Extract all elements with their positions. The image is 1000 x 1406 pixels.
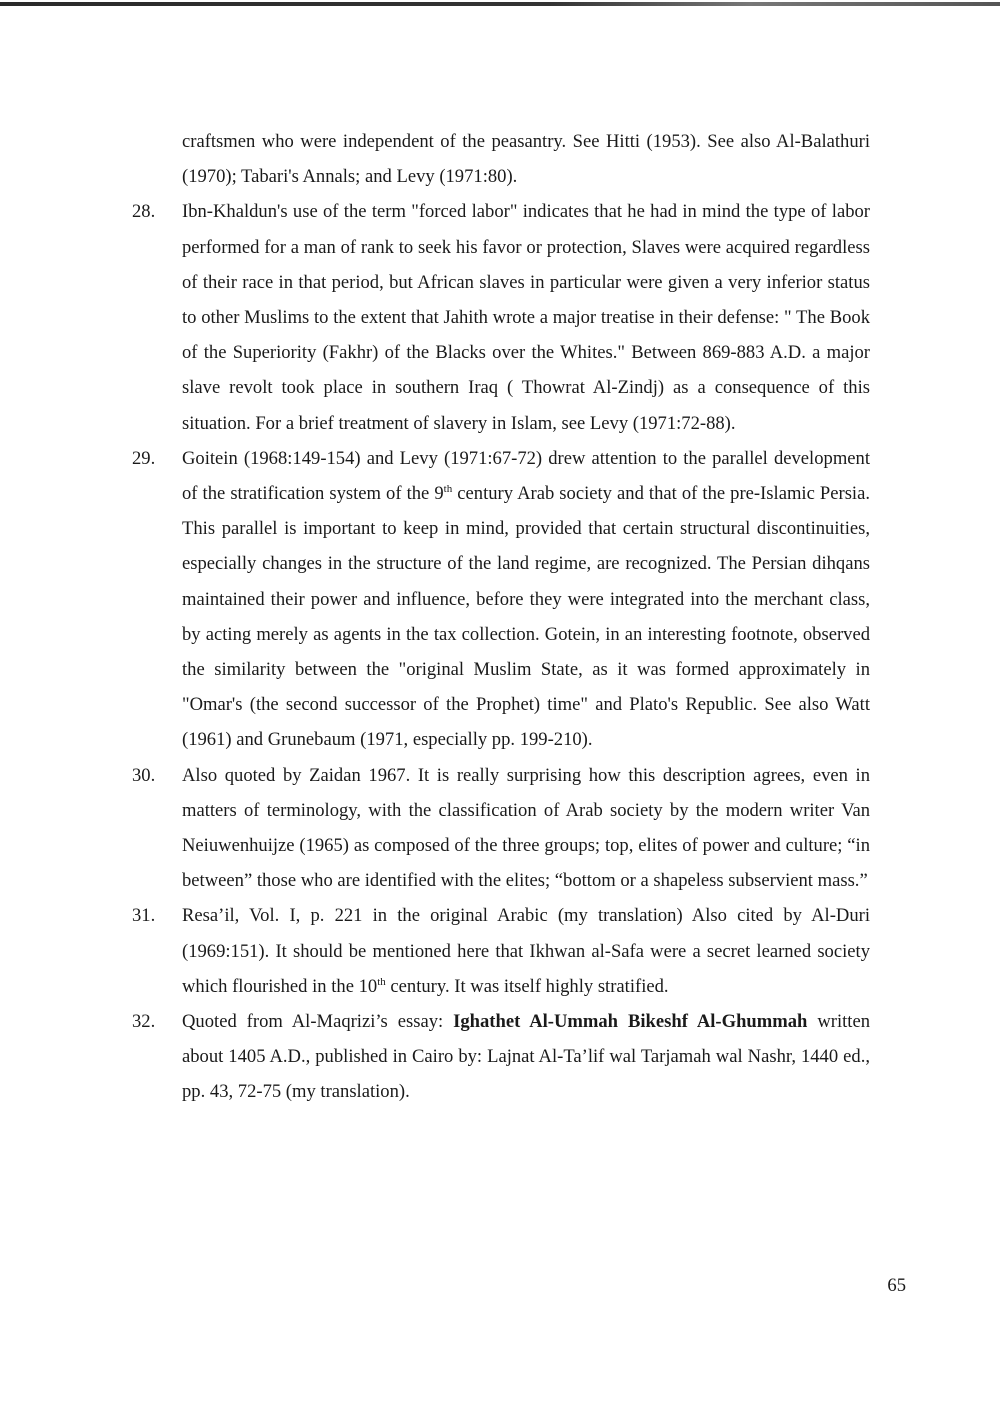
endnote-number: 28. xyxy=(132,201,156,223)
endnotes-body xyxy=(132,124,870,1110)
scan-edge-line xyxy=(0,2,1000,6)
endnote-30 xyxy=(132,758,870,899)
ordinal-superscript: th xyxy=(377,975,386,988)
endnote-number: 29. xyxy=(132,447,156,469)
endnote-text: Ibn-Khaldun's use of the term "forced labor" indicates that he had in mind the type of labor performed for a man of rank to seek his favor or protection, Slaves were acquired regardless of their race in that period, but African slaves in particular were given a very inferior status to other Muslims to the extent that Jahith wrote a major treatise in their defense: " The Book of the Superiority (Fakhr) of the Blacks over the Whites." Between 869-883 A.D. a major slave revolt took place in southern Iraq ( Thowrat Al-Zindj) as a consequence of this situation. For a brief treatment of slavery in Islam, see Levy (1971:72-88). xyxy=(182,201,870,434)
page-number: 65 xyxy=(887,1275,906,1296)
ordinal-superscript: th xyxy=(443,482,453,495)
endnote-number: 32. xyxy=(132,1011,156,1033)
essay-title: Ighathet Al-Ummah Bikeshf Al-Ghummah xyxy=(453,1011,808,1033)
endnote-text xyxy=(182,898,870,1004)
endnote-text-part: Quoted from Al-Maqrizi’s essay: xyxy=(182,1011,454,1033)
endnote-number: 30. xyxy=(132,764,156,786)
endnote-text-part: written about 1405 A.D., published in Cairo by: Lajnat Al-Ta’lif wal Tarjamah wal Nashr, 1440 ed., pp. 43, 72-75 (my translation). xyxy=(182,1011,870,1103)
endnote-31 xyxy=(132,898,870,1004)
endnote-32 xyxy=(132,1004,870,1110)
endnote-29 xyxy=(132,441,870,758)
endnote-text-part: century Arab society and that of the pre-Islamic Persia. This parallel is important to keep in mind, provided that certain structural discontinuities, especially changes in the structure of the land regime, are recognized. The Persian dihqans maintained their power and influence, before they were integrated into the merchant class, by acting merely as agents in the tax collection. Gotein, in an interesting footnote, observed the similarity between the "original Muslim State, as it was formed approximately in "Omar's (the second successor of the Prophet) time" and Plato's Republic. See also Watt (1961) and Grunebaum (1971, especially pp. 199-210). xyxy=(182,483,870,751)
endnote-number: 31. xyxy=(132,905,156,927)
endnote-text xyxy=(182,441,870,758)
endnote-text-part: century. It was itself highly stratified. xyxy=(385,975,669,997)
endnote-text xyxy=(182,1004,870,1110)
endnote-text: Also quoted by Zaidan 1967. It is really surprising how this description agrees, even in matters of terminology, with the classification of Arab society by the modern writer Van Neiuwenhuijze (1965) as composed of the three groups; top, elites of power and culture; “in between” those who are identified with the elites; “bottom or a shapeless subservient mass.” xyxy=(182,764,870,892)
endnote-text-part: Resa’il, Vol. I, p. 221 in the original Arabic (my translation) Also cited by Al-Duri (1969:151). It should be mentioned here that Ikhwan al-Safa were a secret learned society which flourished in the 10 xyxy=(182,905,870,997)
continued-note-text: craftsmen who were independent of the peasantry. See Hitti (1953). See also Al-Balathuri (1970); Tabari's Annals; and Levy (1971:80). xyxy=(182,131,870,188)
endnote-text-part: Goitein (1968:149-154) and Levy (1971:67-72) drew attention to the parallel development of the stratification system of the 9 xyxy=(182,447,870,505)
endnote-28 xyxy=(132,194,870,440)
